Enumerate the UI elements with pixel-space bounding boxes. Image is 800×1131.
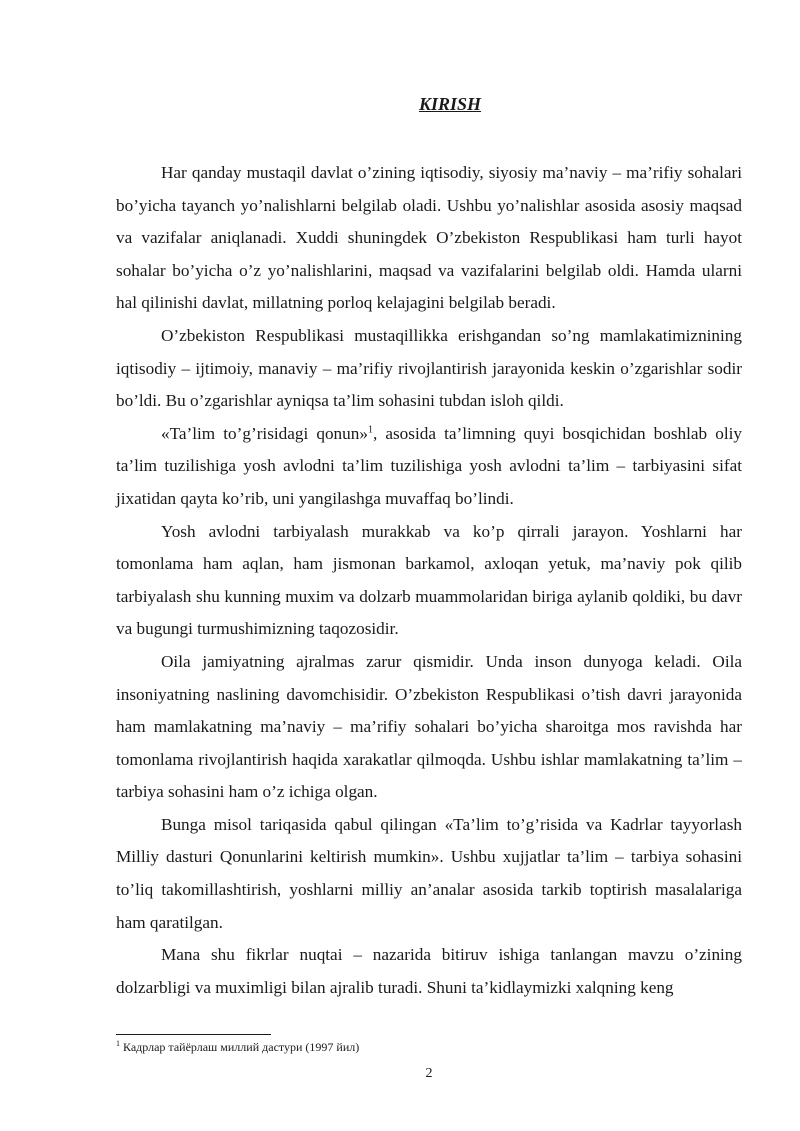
paragraph: Yosh avlodni tarbiyalash murakkab va ko’p qirrali jarayon. Yoshlarni har tomonlama ham aqlan, ham jismonan barkamol, axloqan yetuk, ma’naviy pok qilib tarbiyalash shu kunning muxim va dolzarb muammolaridan biriga aylanib qoldiki, bu davr va bugungi turmushimizning taqozosidir. <box>116 521 742 639</box>
paragraph: Oila jamiyatning ajralmas zarur qismidir. Unda inson dunyoga keladi. Oila insoniyatning naslining davomchisidir. O’zbekiston Respublikasi o’tish davri jarayonida ham mamlakatning ma’naviy – ma’rifiy sohalari bo’yicha sharoitga mos ravishda har tomonlama rivojlantirish haqida xarakatlar qilmoqda. Ushbu ishlar mamlakatning ta’lim – tarbiya sohasini ham o’z ichiga olgan. <box>116 651 742 802</box>
page-number: 2 <box>425 1066 433 1081</box>
footnote-separator <box>116 1034 271 1035</box>
footnote-reference[interactable]: 1 <box>367 424 373 436</box>
page-title: KIRISH <box>418 94 482 114</box>
footnote <box>116 1040 359 1055</box>
paragraph-text: , asosida ta’limning quyi bosqichidan boshlab oliy ta’lim tuzilishiga yosh avlodni ta’lim tuzilishiga yosh avlodni ta’lim – tarbiyasini sifat jixatidan qayta ko’rib, uni yangilashga muvaffaq bo’lindi. <box>116 423 742 508</box>
footnote-text: Кадрлар тайёрлаш миллий дастури (1997 йил) <box>123 1040 360 1054</box>
paragraph: Har qanday mustaqil davlat o’zining iqtisodiy, siyosiy ma’naviy – ma’rifiy sohalari bo’yicha tayanch yo’nalishlarni belgilab oladi. Ushbu yo’nalishlar asosida asosiy maqsad va vazifalar aniqlanadi. Xuddi shuningdek O’zbekiston Respublikasi ham turli hayot sohalar bo’yicha o’z yo’nalishlarini, maqsad va vazifalarini belgilab oldi. Hamda ularni hal qilinishi davlat, millatning porloq kelajagini belgilab beradi. <box>116 163 742 313</box>
paragraph <box>116 418 742 516</box>
paragraph: O’zbekiston Respublikasi mustaqillikka erishgandan so’ng mamlakatimiznining iqtisodiy – ijtimoiy, manaviy – ma’rifiy rivojlantirish jarayonida keskin o’zgarishlar sodir bo’ldi. Bu o’zgarishlar ayniqsa ta’lim sohasini tubdan isloh qildi. <box>116 325 742 411</box>
paragraph: Bunga misol tariqasida qabul qilingan «Ta’lim to’g’risida va Kadrlar tayyorlash Milliy dasturi Qonunlarini keltirish mumkin». Ushbu xujjatlar ta’lim – tarbiya sohasini to’liq takomillashtirish, yoshlarni milliy an’analar asosida tarkib toptirish masalalariga ham qaratilgan. <box>116 814 742 932</box>
paragraph: Mana shu fikrlar nuqtai – nazarida bitiruv ishiga tanlangan mavzu o’zining dolzarbligi va muximligi bilan ajralib turadi. Shuni ta’kidlaymizki xalqning keng <box>116 945 742 997</box>
body-text <box>116 157 742 1004</box>
footnote-mark: 1 <box>116 1039 120 1048</box>
law-title: «Ta’lim to’g’risidagi qonun» <box>161 423 368 443</box>
